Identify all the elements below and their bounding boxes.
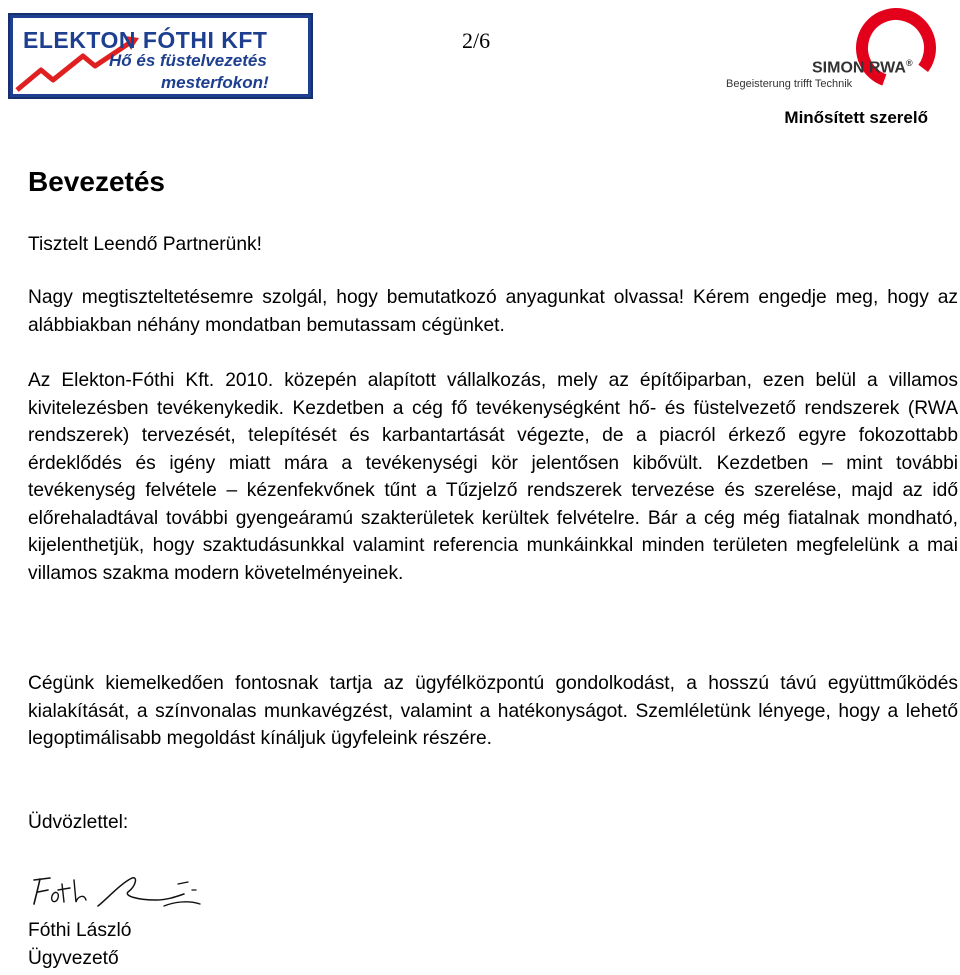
logo-tagline: Begeisterung trifft Technik [726, 78, 853, 90]
signer-name: Fóthi László [28, 920, 132, 941]
handwritten-signature [28, 870, 204, 914]
paragraph-intro: Nagy megtiszteltetésemre szolgál, hogy bemutatkozó anyagunkat olvassa! Kérem engedje meg, hogy az alábbiakban néhány mondatban bemutassam cégünket. [28, 287, 958, 336]
logo-slogan-line2: mesterfokon! [161, 73, 269, 92]
paragraph-values: Cégünk kiemelkedően fontosnak tartja az ügyfélközpontú gondolkodást, a hosszú távú együttműködés kialakítását, a színvonalas munkavégzést, valamint a hatékonyságot. Szemléletünk lényege, hogy a lehető legoptimálisabb megoldást kínáljuk ügyfeleink részére. [28, 673, 958, 749]
logo-slogan-line1: Hő és füstelvezetés [109, 51, 267, 70]
elekton-logo [8, 13, 313, 99]
closing-salutation: Üdvözlettel: [28, 812, 129, 833]
paragraph-company: Az Elekton-Fóthi Kft. 2010. közepén alapított vállalkozás, mely az építőiparban, ezen belül a villamos kivitelezésben tevékenykedik. Kezdetben a cég fő tevékenységként hő- és füstelvezető rendszerek (RWA rendszerek) tervezését, telepítését és karbantartását végezte, de a piacról érkező egyre fokozottabb érdeklődés és igény miatt mára a tevékenységi kör jelentősen kibővült. Kezdetben – mint további tevékenység felvétele – kézenfekvőnek tűnt a Tűzjelző rendszerek tervezése és szerelése, majd az idő előrehaladtával további gyengeáramú szakterületek kerültek felvételre. Bár a cég még fiatalnak mondható, kijelenthetjük, hogy szaktudásunkkal valamint referencia munkáinkkal minden területen megfelelünk a mai villamos szakma modern követelményeinek. [28, 370, 958, 584]
simon-rwa-logo [724, 6, 946, 98]
page-title: Bevezetés [28, 166, 165, 197]
logo-brand: SIMON RWA® [812, 58, 913, 77]
signer-role: Ügyvezető [28, 947, 119, 969]
qualified-installer-label: Minősített szerelő [784, 108, 928, 127]
greeting: Tisztelt Leendő Partnerünk! [28, 234, 262, 255]
logo-company-name: ELEKTON FÓTHI KFT [23, 27, 268, 53]
page-number: 2/6 [462, 28, 491, 53]
signer-block [28, 917, 131, 972]
